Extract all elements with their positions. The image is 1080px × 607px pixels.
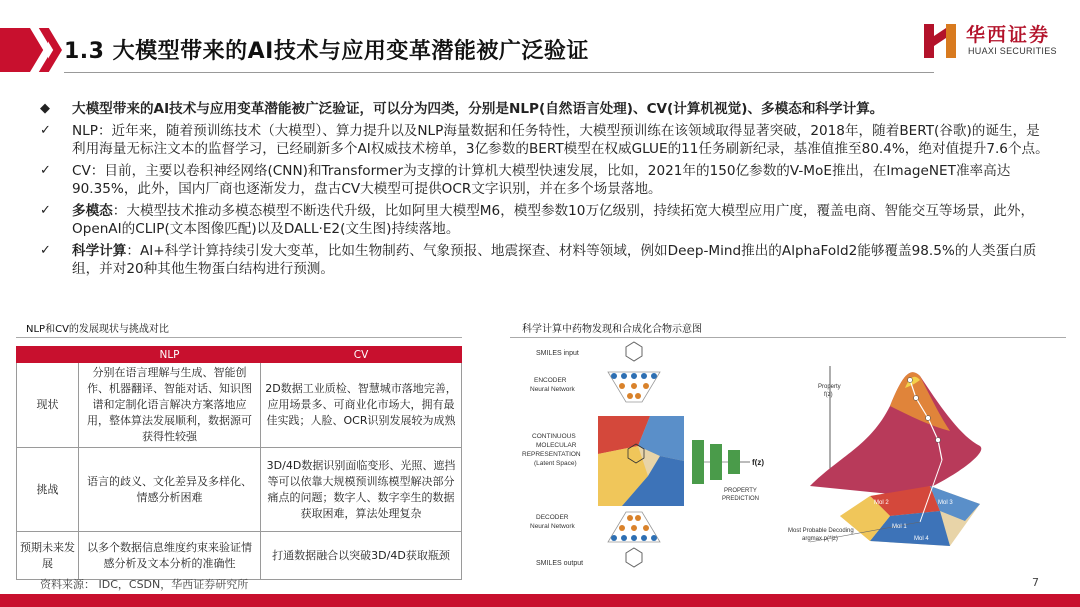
property-prediction-label-1: PROPERTY: [724, 488, 757, 494]
table-cell: 打通数据融合以突破3D/4D获取瓶颈: [261, 532, 462, 580]
bullet-item: [40, 202, 1050, 239]
table-row: [17, 363, 462, 448]
table-header-cv: CV: [261, 347, 462, 363]
continuous-label: CONTINUOUS: [532, 433, 576, 440]
table-cell: 分别在语言理解与生成、智能创作、机器翻译、智能对话、知识图谱和定制化语言解决方案落地应用，整体算法发展顺利，数据源可获得性较强: [79, 363, 261, 448]
input-molecule-icon: [626, 342, 642, 361]
molecular-label: MOLECULAR: [536, 442, 577, 449]
smiles-input-label: SMILES input: [536, 350, 579, 357]
encoder-network-icon: [608, 372, 660, 402]
check-icon: ✓: [40, 242, 51, 258]
decoding-sub-label: argmax p(*|z): [802, 536, 838, 542]
table-caption-divider: [16, 337, 462, 338]
brand-logo: [922, 18, 1072, 64]
comparison-table: [16, 346, 462, 580]
row-header: 现状: [17, 363, 79, 448]
table-cell: 以多个数据信息维度约束来验证情感分析及文本分析的准确性: [79, 532, 261, 580]
decoding-label: Most Probable Decoding: [788, 528, 854, 534]
check-icon: ✓: [40, 162, 51, 178]
bullet-text: ：大模型技术推动多模态模型不断迭代升级，比如阿里大模型M6，模型参数10万亿级别，持续拓宽大模型应用广度，覆盖电商、智能交互等场景，此外，OpenAI的CLIP(文本图像匹配)以及DALL·E2(文生图)持续落地。: [72, 202, 1035, 237]
mol-4-label: Mol 4: [914, 536, 929, 542]
logo-cn-text: 华西证券: [966, 24, 1051, 46]
decoder-sub-label: Neural Network: [530, 523, 575, 530]
title-divider: [64, 72, 934, 73]
decoder-network-icon: [608, 512, 660, 542]
bullet-lead: 多模态: [72, 202, 113, 219]
representation-label: REPRESENTATION: [522, 451, 581, 458]
table-row: [17, 532, 462, 580]
bullet-text: CV：目前，主要以卷积神经网络(CNN)和Transformer为支撑的计算机大模型快速发展，比如，2021年的150亿参数的V-MoE推出，在ImageNET准率高达90.35%，此外，国内厂商也逐渐发力，盘古CV大模型可提供OCR文字识别，并在多个场景落地。: [72, 162, 1011, 197]
table-header-nlp: NLP: [79, 347, 261, 363]
bullet-text: 大模型带来的AI技术与应用变革潜能被广泛验证，可以分为四类，分别是NLP(自然语言处理)、CV(计算机视觉)、多模态和科学计算。: [72, 101, 884, 117]
decoder-label: DECODER: [536, 514, 569, 521]
output-molecule-icon: [626, 548, 642, 567]
fz-label: f(z): [752, 458, 764, 467]
property-prediction-label-2: PREDICTION: [722, 496, 760, 502]
property-network-icon: [692, 440, 750, 484]
title-bar: [0, 0, 1080, 80]
bullet-item: [40, 242, 1050, 279]
footer-bar: [0, 594, 1080, 607]
bullet-item: [40, 162, 1050, 199]
row-header: 挑战: [17, 448, 79, 532]
diamond-bullet-icon: ◆: [40, 101, 50, 116]
table-header-blank: [17, 347, 79, 363]
check-icon: ✓: [40, 202, 51, 218]
table-row: [17, 448, 462, 532]
source-note: 资料来源： IDC，CSDN，华西证券研究所: [40, 578, 249, 591]
table-cell: 2D数据工业质检、智慧城市落地完善，应用场景多、可商业化市场大，拥有最佳实践；人脸、OCR识别发展较为成熟: [261, 363, 462, 448]
property-axis-sub-label: f(z): [824, 392, 833, 398]
table-cell: 3D/4D数据识别面临变形、光照、遮挡等可以依靠大规模预训练模型解决部分痛点的问题；数字人、数字孪生的数据获取困难，算法处理复杂: [261, 448, 462, 532]
encoder-sub-label: Neural Network: [530, 386, 575, 393]
encoder-label: ENCODER: [534, 377, 567, 384]
mol-3-label: Mol 3: [938, 500, 953, 506]
row-header: 预期未来发展: [17, 532, 79, 580]
property-axis-label: Property: [818, 384, 841, 390]
logo-en-text: HUAXI SECURITIES: [968, 46, 1057, 56]
bullet-lead: 科学计算: [72, 242, 127, 259]
bullet-item: [40, 122, 1050, 159]
bullet-text: ：AI+科学计算持续引发大变革，比如生物制药、气象预报、地震探查、材料等领域，例如Deep-Mind推出的AlphaFold2能够覆盖98.5%的人类蛋白质组，并对20种其他生物蛋白结构进行预测。: [72, 242, 1037, 277]
mol-2-label: Mol 2: [874, 500, 889, 506]
huaxi-logo-icon: [922, 22, 958, 60]
drug-discovery-figure: [510, 336, 1070, 572]
table-cell: 语言的歧义、文化差异及多样化、情感分析困难: [79, 448, 261, 532]
page-title: 1.3 大模型带来的AI技术与应用变革潜能被广泛验证: [64, 39, 589, 64]
bullet-list: [40, 100, 1050, 282]
bullet-text: NLP：近年来，随着预训练技术（大模型）、算力提升以及NLP海量数据和任务特性，大模型预训练在该领域取得显著突破，2018年，随着BERT(谷歌)的诞生，是利用海量无标注文本的监督学习，已经刷新多个AI权威技术榜单，3亿参数的BERT模型在权威GLUE的11任务刷新纪录，基准值推至80.4%，绝对值提升7.6个点。: [72, 122, 1049, 157]
mol-1-label: Mol 1: [892, 524, 907, 530]
bullet-item: [40, 100, 1050, 119]
latent-space-map: [598, 416, 684, 506]
smiles-output-label: SMILES output: [536, 560, 584, 567]
check-icon: ✓: [40, 122, 51, 138]
latent-space-label: (Latent Space): [534, 460, 577, 467]
page-number: 7: [1032, 576, 1039, 589]
figure-caption: 科学计算中药物发现和合成化合物示意图: [522, 324, 702, 335]
table-caption: NLP和CV的发展现状与挑战对比: [26, 324, 169, 335]
